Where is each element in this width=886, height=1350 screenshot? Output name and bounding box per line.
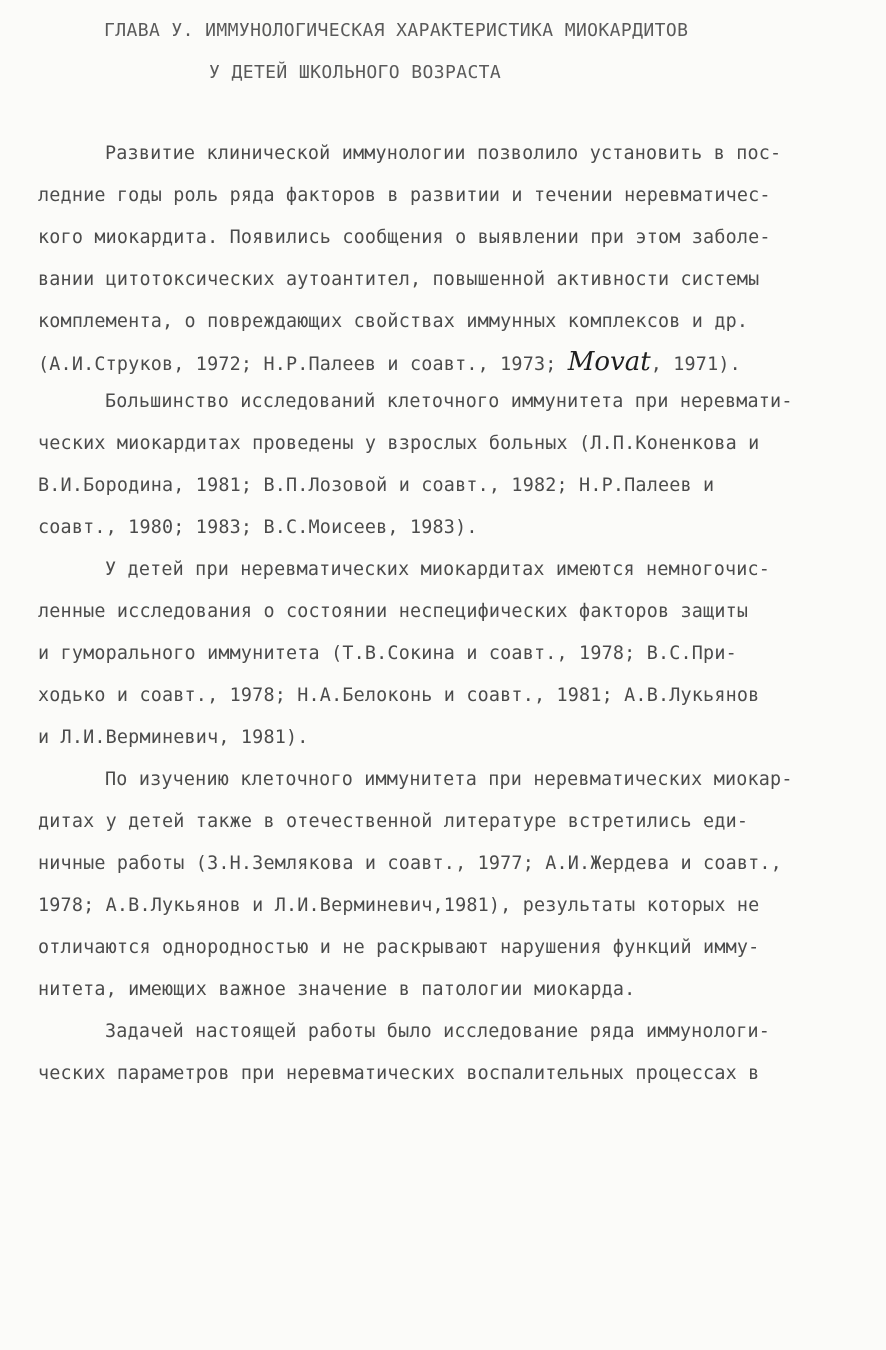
body-line: Развитие клинической иммунологии позволило установить в пос- xyxy=(105,143,782,164)
body-line: дитах у детей также в отечественной литературе встретились еди- xyxy=(38,811,749,832)
body-line: и гуморального иммунитета (Т.В.Сокина и соавт., 1978; В.С.При- xyxy=(38,643,737,664)
body-line: отличаются однородностью и не раскрывают нарушения функций имму- xyxy=(38,937,760,958)
body-line: кого миокардита. Появились сообщения о выявлении при этом заболе- xyxy=(38,227,771,248)
citation-text: (А.И.Струков, 1972; Н.Р.Палеев и соавт., 1973; xyxy=(38,354,568,375)
chapter-title-line-2: У ДЕТЕЙ ШКОЛЬНОГО ВОЗРАСТА xyxy=(209,62,502,83)
body-line: ленные исследования о состоянии неспецифических факторов защиты xyxy=(38,601,749,622)
handwritten-name: Movat xyxy=(567,347,651,377)
citation-year: , 1971). xyxy=(650,354,741,375)
citation-line xyxy=(38,347,741,377)
body-line: В.И.Бородина, 1981; В.П.Лозовой и соавт., 1982; Н.Р.Палеев и xyxy=(38,475,715,496)
body-line: вании цитотоксических аутоантител, повышенной активности системы xyxy=(38,269,760,290)
body-line: У детей при неревматических миокардитах имеются немногочис- xyxy=(105,559,771,580)
body-line: и Л.И.Верминевич, 1981). xyxy=(38,727,309,748)
body-line: Большинство исследований клеточного иммунитета при неревмати- xyxy=(105,391,793,412)
body-line: По изучению клеточного иммунитета при неревматических миокар- xyxy=(105,769,793,790)
body-line: комплемента, о повреждающих свойствах иммунных комплексов и др. xyxy=(38,311,749,332)
body-line: нитета, имеющих важное значение в патологии миокарда. xyxy=(38,979,636,1000)
body-line: ческих параметров при неревматических воспалительных процессах в xyxy=(38,1063,760,1084)
body-line: ледние годы роль ряда факторов в развитии и течении неревматичес- xyxy=(38,185,771,206)
body-line: ческих миокардитах проведены у взрослых больных (Л.П.Коненкова и xyxy=(38,433,760,454)
chapter-title-line-1: ГЛАВА У. ИММУНОЛОГИЧЕСКАЯ ХАРАКТЕРИСТИКА МИОКАРДИТОВ xyxy=(104,20,689,41)
body-line: 1978; А.В.Лукьянов и Л.И.Верминевич,1981), результаты которых не xyxy=(38,895,760,916)
body-line: Задачей настоящей работы было исследование ряда иммунологи- xyxy=(105,1021,771,1042)
body-line: ничные работы (З.Н.Землякова и соавт., 1977; А.И.Жердева и соавт., xyxy=(38,853,782,874)
body-line: ходько и соавт., 1978; Н.А.Белоконь и соавт., 1981; А.В.Лукьянов xyxy=(38,685,760,706)
body-line: соавт., 1980; 1983; В.С.Моисеев, 1983). xyxy=(38,517,478,538)
